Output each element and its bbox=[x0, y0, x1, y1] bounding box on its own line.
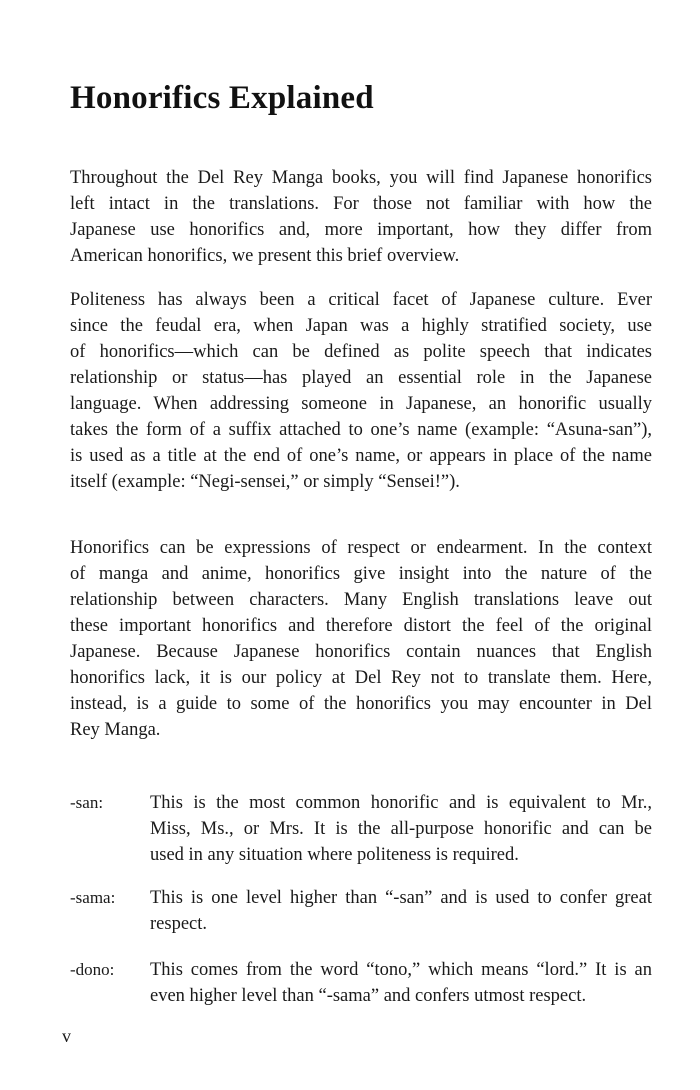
text-line: Miss, Ms., or Mrs. It is the all-purpose honorific and can be bbox=[150, 819, 652, 839]
text-line: honorifics lack, it is our policy at Del Rey not to translate them. Here, bbox=[70, 668, 652, 688]
text-line: respect. bbox=[150, 914, 208, 934]
paragraph-respect bbox=[70, 535, 652, 743]
text-line: This comes from the word “tono,” which means “lord.” It is an bbox=[150, 960, 652, 980]
definition-term: -san: bbox=[70, 793, 104, 812]
text-line: Japanese. Because Japanese honorifics contain nuances that English bbox=[70, 642, 652, 662]
text-line: itself (example: “Negi-sensei,” or simply “Sensei!”). bbox=[70, 472, 460, 492]
text-line: relationship between characters. Many English translations leave out bbox=[70, 590, 652, 610]
text-line: is used as a title at the end of one’s name, or appears in place of the name bbox=[70, 446, 652, 466]
paragraph-politeness bbox=[70, 287, 652, 495]
definition-term: -sama: bbox=[70, 888, 116, 907]
text-line: of honorifics—which can be defined as polite speech that indicates bbox=[70, 342, 652, 362]
text-line: Politeness has always been a critical facet of Japanese culture. Ever bbox=[70, 290, 652, 310]
text-line: Rey Manga. bbox=[70, 720, 161, 740]
paragraph-intro bbox=[70, 165, 652, 269]
text-line: takes the form of a suffix attached to one’s name (example: “Asuna-san”), bbox=[70, 420, 652, 440]
text-line: This is one level higher than “-san” and is used to confer great bbox=[150, 888, 652, 908]
text-line: of manga and anime, honorifics give insight into the nature of the bbox=[70, 564, 652, 584]
text-line: Throughout the Del Rey Manga books, you will find Japanese honorifics bbox=[70, 168, 652, 188]
text-line: instead, is a guide to some of the honorifics you may encounter in Del bbox=[70, 694, 652, 714]
definition-term: -dono: bbox=[70, 960, 115, 979]
text-line: since the feudal era, when Japan was a highly stratified society, use bbox=[70, 316, 652, 336]
text-line: Honorifics can be expressions of respect or endearment. In the context bbox=[70, 538, 652, 558]
text-line: Japanese use honorifics and, more important, how they differ from bbox=[70, 220, 652, 240]
text-line: American honorifics, we present this brief overview. bbox=[70, 246, 460, 266]
text-line: relationship or status—has played an essential role in the Japanese bbox=[70, 368, 652, 388]
text-line: language. When addressing someone in Japanese, an honorific usually bbox=[70, 394, 652, 414]
text-line: these important honorifics and therefore distort the feel of the original bbox=[70, 616, 652, 636]
text-line: This is the most common honorific and is equivalent to Mr., bbox=[150, 793, 652, 813]
text-line: even higher level than “-sama” and confers utmost respect. bbox=[150, 986, 587, 1006]
text-line: left intact in the translations. For those not familiar with how the bbox=[70, 194, 652, 214]
page-title: Honorifics Explained bbox=[70, 80, 374, 116]
page-number: v bbox=[62, 1026, 71, 1046]
text-line: used in any situation where politeness is required. bbox=[150, 845, 519, 865]
